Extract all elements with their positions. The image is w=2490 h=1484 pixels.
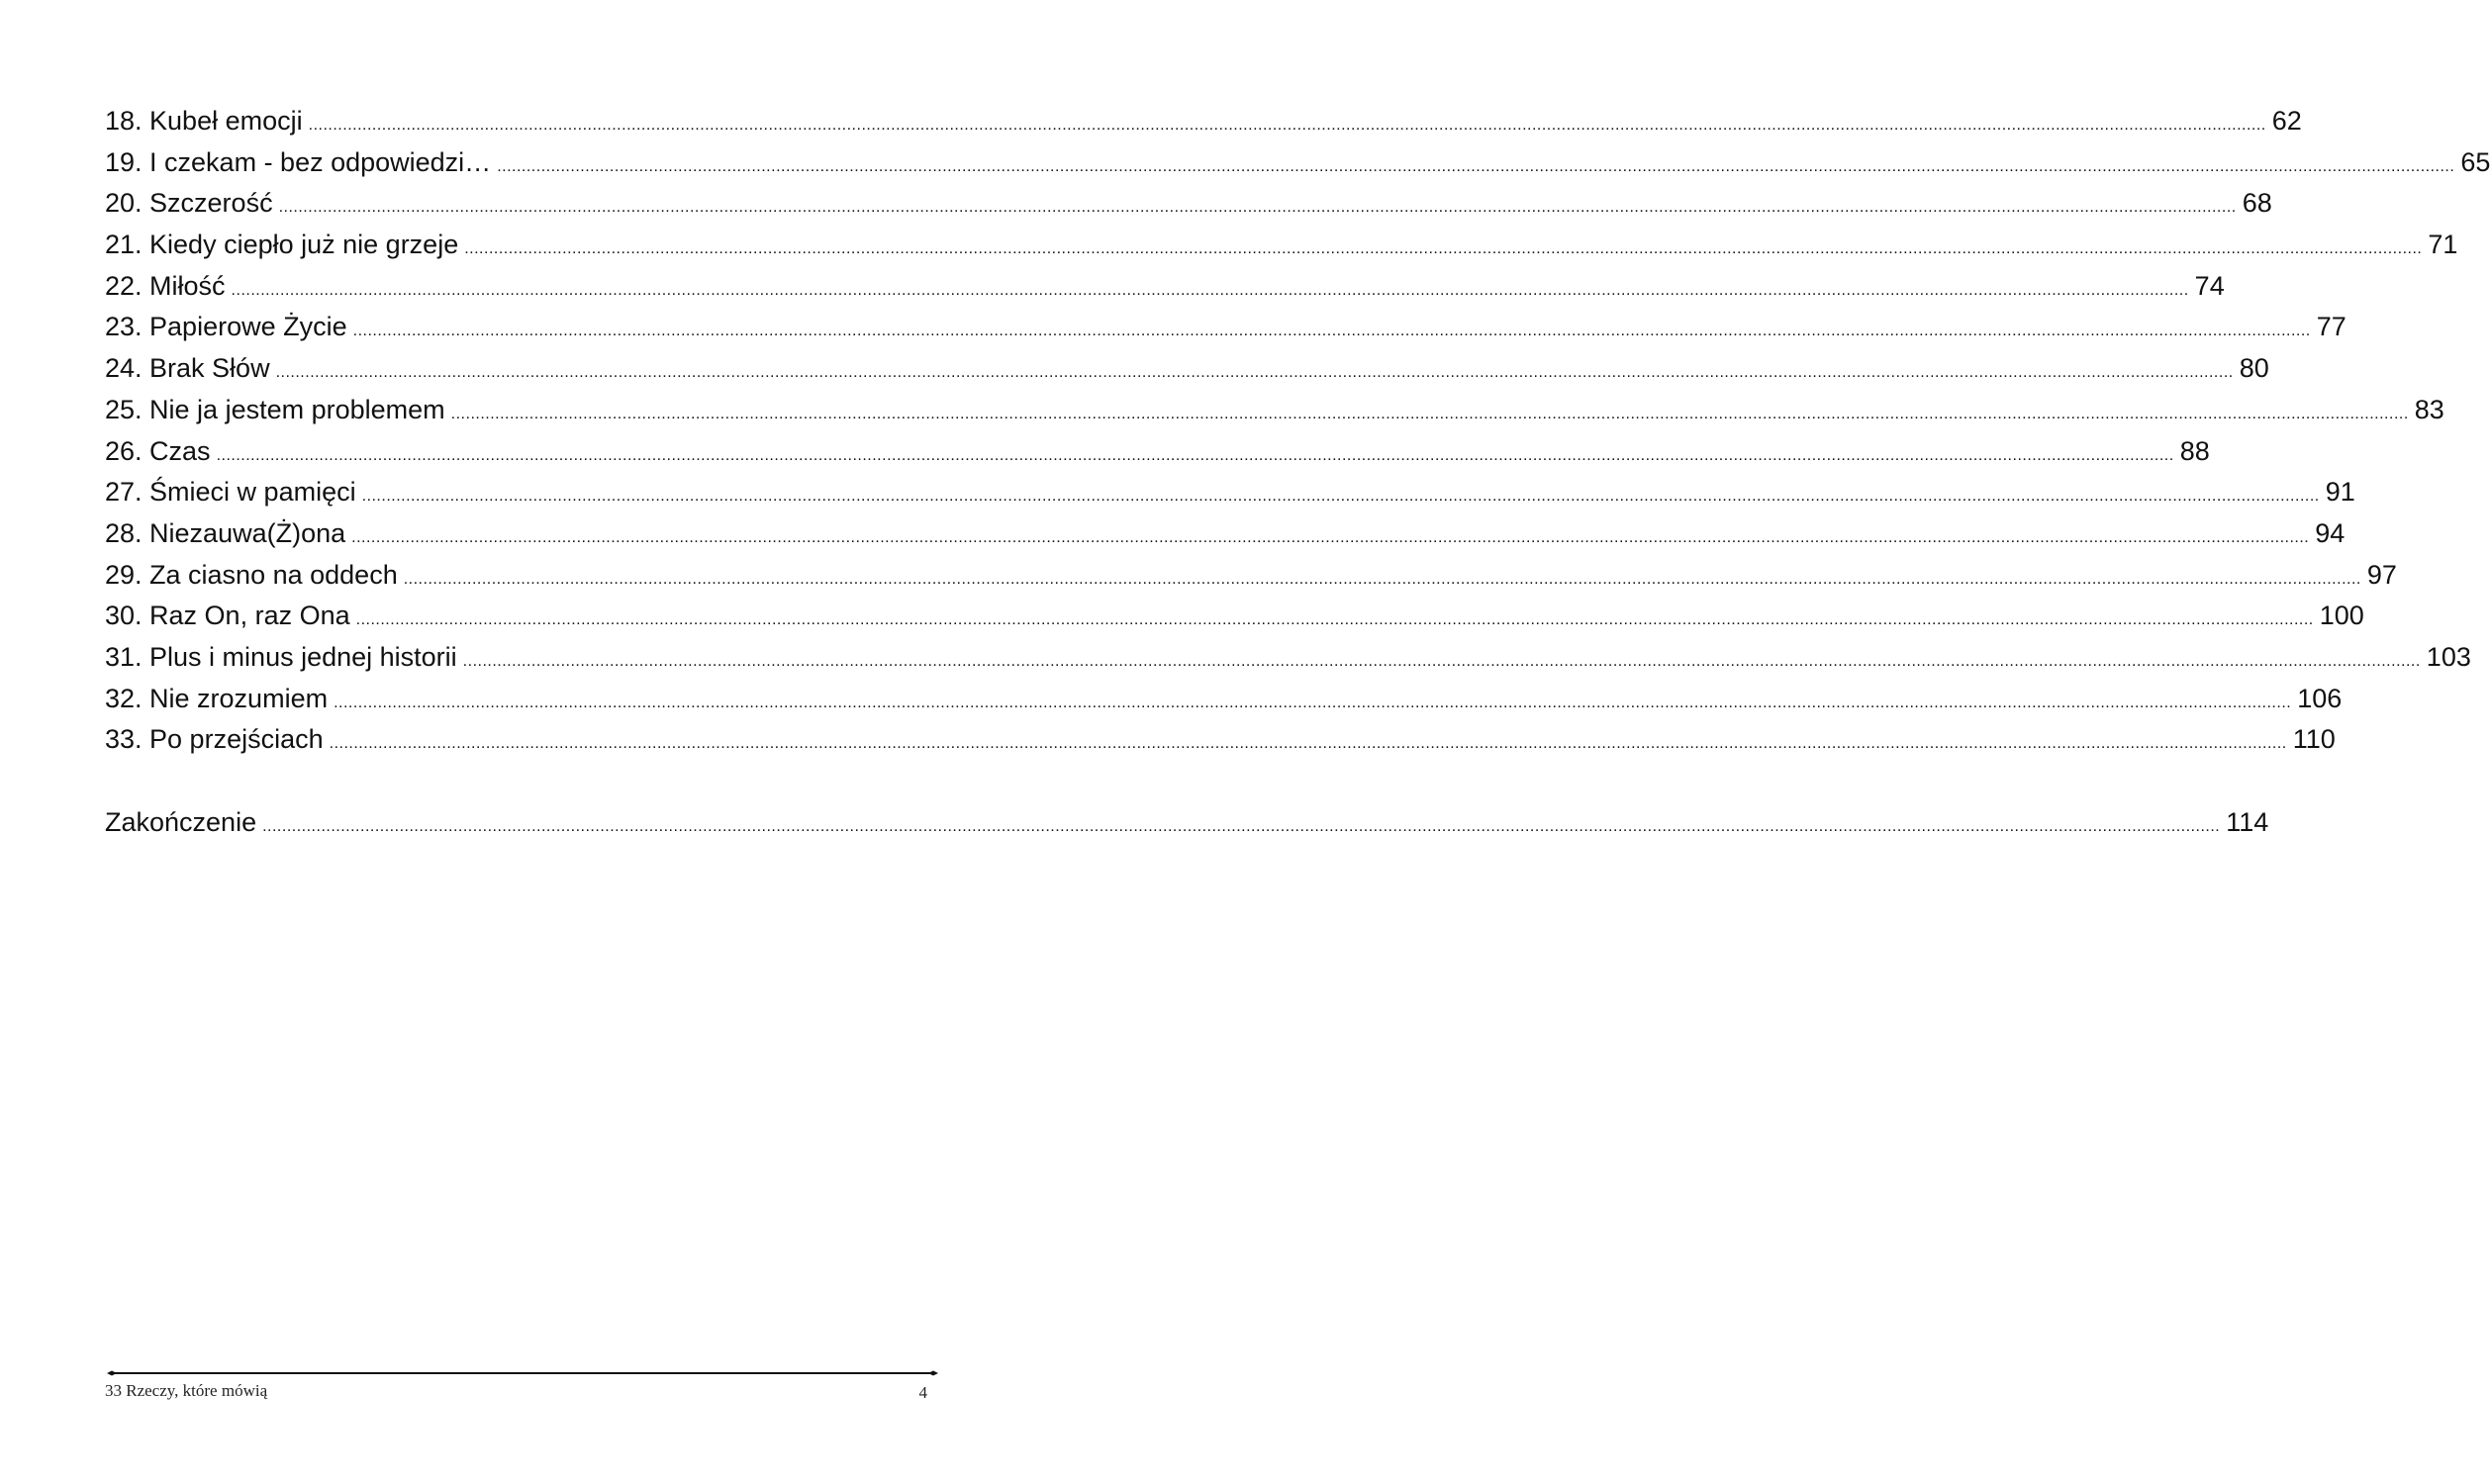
toc-entry[interactable] (105, 101, 2302, 142)
toc-entry[interactable] (105, 266, 2225, 308)
toc-entry-title: 26. Czas (105, 435, 211, 466)
toc-entry[interactable] (105, 225, 2458, 266)
toc-entry-title: 31. Plus i minus jednej historii (105, 641, 457, 672)
toc-entry-title: 18. Kubeł emocji (105, 106, 303, 136)
toc-entry-title: 21. Kiedy ciepło już nie grzeje (105, 230, 459, 260)
toc-entry[interactable] (105, 183, 2272, 225)
toc-entry[interactable] (105, 472, 2355, 513)
toc-entry-title: 33. Po przejściach (105, 724, 324, 755)
toc-entry-page: 62 (2271, 106, 2302, 136)
toc-leader-dots: ................................................................................................................................................................................................................................................................................................................................................................................................................ (351, 528, 2310, 546)
toc-entry-page: 114 (2226, 806, 2269, 837)
toc-entry[interactable] (105, 390, 2444, 431)
toc-entry[interactable] (105, 513, 2346, 555)
toc-entry-page: 65 (2460, 146, 2490, 177)
toc-entry[interactable] (105, 431, 2210, 473)
toc-leader-dots: ................................................................................................................................................................................................................................................................................................................................................................................................................ (361, 488, 2320, 506)
toc-leader-dots: ................................................................................................................................................................................................................................................................................................................................................................................................................ (308, 117, 2266, 134)
toc-leader-dots: ................................................................................................................................................................................................................................................................................................................................................................................................................ (278, 199, 2237, 217)
toc-entry[interactable] (105, 555, 2397, 597)
toc-entry-title: 32. Nie zrozumiem (105, 683, 329, 713)
toc-leader-dots: ................................................................................................................................................................................................................................................................................................................................................................................................................ (462, 652, 2421, 670)
toc-entry-title: 27. Śmieci w pamięci (105, 477, 356, 508)
toc-entry[interactable] (105, 348, 2269, 390)
toc-leader-dots: ................................................................................................................................................................................................................................................................................................................................................................................................................ (464, 240, 2423, 258)
toc-entry-closing[interactable] (105, 802, 2269, 844)
toc-entry[interactable] (105, 596, 2364, 637)
toc-entry-page: 80 (2239, 353, 2269, 384)
toc-entry-page: 77 (2316, 312, 2346, 342)
toc-entry-page: 103 (2426, 641, 2471, 672)
toc-entry-title: 22. Miłość (105, 270, 226, 301)
toc-entry-page: 71 (2428, 230, 2458, 260)
toc-leader-dots: ................................................................................................................................................................................................................................................................................................................................................................................................................ (262, 817, 2221, 835)
toc-entry-title: 19. I czekam - bez odpowiedzi… (105, 146, 492, 177)
toc-entry-page: 100 (2319, 601, 2364, 631)
toc-entry-page: 91 (2325, 477, 2355, 508)
toc-entry-title: 29. Za ciasno na oddech (105, 559, 398, 590)
toc-leader-dots: ................................................................................................................................................................................................................................................................................................................................................................................................................ (329, 735, 2287, 753)
toc-entry-title: Zakończenie (105, 806, 257, 837)
footer-book-title: 33 Rzeczy, które mówią (105, 1381, 268, 1400)
toc-entry-title: 23. Papierowe Życie (105, 312, 347, 342)
toc-entry-title: 25. Nie ja jestem problemem (105, 394, 445, 424)
toc-entry-title: 24. Brak Słów (105, 353, 270, 384)
toc-entry-page: 68 (2242, 188, 2272, 219)
toc-entry[interactable] (105, 142, 2490, 184)
toc-leader-dots: ................................................................................................................................................................................................................................................................................................................................................................................................................ (334, 694, 2292, 711)
toc-leader-dots: ................................................................................................................................................................................................................................................................................................................................................................................................................ (352, 323, 2311, 340)
toc-entry-title: 28. Niezauwa(Ż)ona (105, 517, 346, 548)
toc-entry-page: 97 (2366, 559, 2397, 590)
toc-entry-page: 110 (2292, 724, 2336, 755)
toc-entry-title: 20. Szczerość (105, 188, 273, 219)
toc-leader-dots: ................................................................................................................................................................................................................................................................................................................................................................................................................ (231, 281, 2189, 299)
footer-rule (107, 1370, 938, 1376)
toc-entry[interactable] (105, 679, 2343, 720)
toc-entry-page: 83 (2414, 394, 2444, 424)
toc-entry[interactable] (105, 719, 2336, 761)
toc-entry-page: 106 (2297, 683, 2343, 713)
toc-leader-dots: ................................................................................................................................................................................................................................................................................................................................................................................................................ (450, 405, 2409, 422)
toc-leader-dots: ................................................................................................................................................................................................................................................................................................................................................................................................................ (275, 364, 2234, 382)
toc-entry-page: 94 (2315, 517, 2346, 548)
toc-entry-page: 74 (2194, 270, 2225, 301)
toc-leader-dots: ................................................................................................................................................................................................................................................................................................................................................................................................................ (497, 157, 2455, 175)
toc-entry-title: 30. Raz On, raz Ona (105, 601, 350, 631)
toc-entry[interactable] (105, 307, 2346, 348)
table-of-contents (105, 101, 2490, 843)
toc-leader-dots: ................................................................................................................................................................................................................................................................................................................................................................................................................ (216, 446, 2174, 464)
footer-page-number: 4 (918, 1383, 927, 1402)
toc-leader-dots: ................................................................................................................................................................................................................................................................................................................................................................................................................ (403, 570, 2361, 588)
toc-entry[interactable] (105, 637, 2471, 679)
toc-leader-dots: ................................................................................................................................................................................................................................................................................................................................................................................................................ (355, 611, 2314, 629)
toc-entry-page: 88 (2179, 435, 2210, 466)
